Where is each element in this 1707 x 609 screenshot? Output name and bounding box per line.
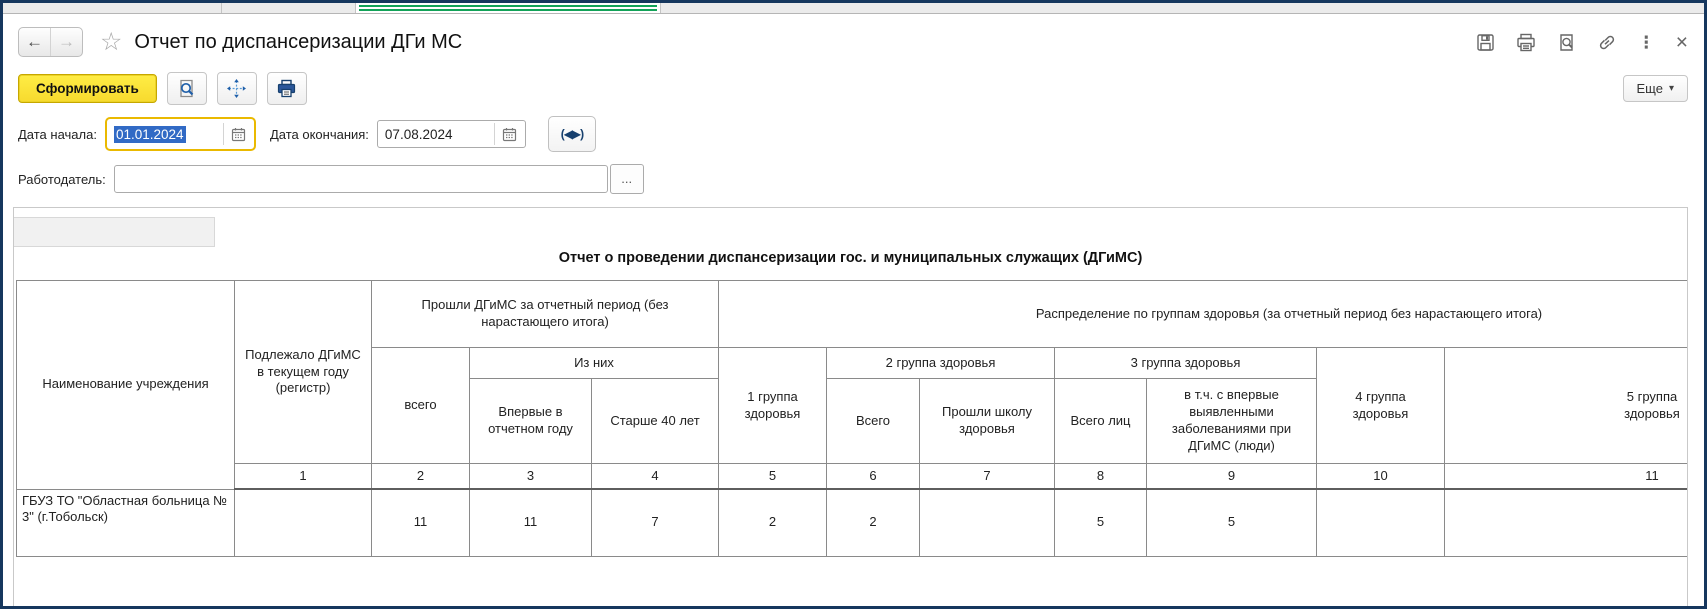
col-header-grp2-total: Всего <box>827 379 920 464</box>
employer-input[interactable] <box>114 165 608 193</box>
forward-button[interactable] <box>51 28 82 56</box>
report-toolbar <box>3 61 1704 105</box>
col-group-of-them: Из них <box>470 348 719 379</box>
col-header-grp3-new: в т.ч. с впервые выявленными заболеваниями при ДГиМС (люди) <box>1147 379 1317 464</box>
print-icon[interactable] <box>1516 33 1536 52</box>
generate-button[interactable]: Сформировать <box>18 74 157 103</box>
favorite-star-icon[interactable]: ☆ <box>100 27 123 56</box>
employer-filter-row <box>18 164 1688 194</box>
col-group-health: Распределение по группам здоровья (за отчетный период без нарастающего итога) <box>719 281 1689 348</box>
column-number-cell: 7 <box>920 464 1055 490</box>
col-header-over-40: Старше 40 лет <box>592 379 719 464</box>
org-name-cell: ГБУЗ ТО "Областная больница № 3" (г.Тобольск) <box>17 489 235 556</box>
data-cell <box>920 489 1055 556</box>
column-number-cell: 2 <box>372 464 470 490</box>
column-number-cell: 9 <box>1147 464 1317 490</box>
forward-icon: → <box>58 32 75 51</box>
col-group-grp2: 2 группа здоровья <box>827 348 1055 379</box>
employer-choose-button[interactable]: ... <box>610 164 644 194</box>
period-icon: (◀▶) <box>560 127 584 141</box>
col-header-first-time: Впервые в отчетном году <box>470 379 592 464</box>
window-action-icons <box>1476 32 1688 53</box>
data-cell: 7 <box>592 489 719 556</box>
browser-tab-strip <box>3 3 1704 14</box>
col-header-org: Наименование учреждения <box>17 281 235 490</box>
back-button[interactable] <box>19 28 51 56</box>
col-header-grp5: 5 группа здоровья <box>1445 348 1689 464</box>
date-end-value: 07.08.2024 <box>384 126 453 142</box>
col-header-grp3-total: Всего лиц <box>1055 379 1147 464</box>
chevron-down-icon: ▾ <box>1668 83 1674 94</box>
col-header-total: всего <box>372 348 470 464</box>
date-end-input[interactable] <box>377 120 526 148</box>
column-number-cell: 11 <box>1445 464 1689 490</box>
preview-icon[interactable] <box>1557 33 1576 52</box>
more-menu-label: Еще <box>1636 81 1663 96</box>
data-cell: 5 <box>1147 489 1317 556</box>
data-cell: 5 <box>1055 489 1147 556</box>
move-crosshair-icon <box>226 78 247 99</box>
column-number-cell: 5 <box>719 464 827 490</box>
more-actions-icon[interactable]: ⋮ <box>1637 32 1655 52</box>
fit-settings-button[interactable] <box>217 72 257 105</box>
title-bar <box>3 14 1704 61</box>
close-icon[interactable]: × <box>1675 30 1688 54</box>
column-number-cell: 8 <box>1055 464 1147 490</box>
filter-panel <box>3 105 1704 194</box>
page-title: Отчет по диспансеризации ДГи МС <box>134 30 463 53</box>
print-preview-icon <box>176 78 197 99</box>
data-cell <box>1317 489 1445 556</box>
print-button[interactable] <box>267 72 307 105</box>
get-link-icon[interactable] <box>1597 33 1617 52</box>
column-number-cell: 1 <box>235 464 372 490</box>
report-title: Отчет о проведении диспансеризации гос. и муниципальных служащих (ДГиМС) <box>558 250 1143 266</box>
active-tab-indicator <box>355 3 661 13</box>
date-start-input[interactable] <box>105 117 256 151</box>
column-number-cell: 4 <box>592 464 719 490</box>
select-period-button[interactable] <box>548 116 596 152</box>
data-cell: 11 <box>372 489 470 556</box>
col-header-grp2-school: Прошли школу здоровья <box>920 379 1055 464</box>
col-header-grp4: 4 группа здоровья <box>1317 348 1445 464</box>
back-icon: ← <box>26 32 43 51</box>
print-preview-button[interactable] <box>167 72 207 105</box>
date-filter-row <box>18 116 1688 152</box>
data-cell <box>1445 489 1689 556</box>
more-menu-button[interactable] <box>1623 75 1688 102</box>
column-number-cell: 3 <box>470 464 592 490</box>
date-start-value: 01.01.2024 <box>115 126 184 142</box>
table-row <box>17 489 1689 556</box>
date-end-label: Дата окончания: <box>269 126 369 142</box>
data-cell <box>235 489 372 556</box>
column-number-cell: 10 <box>1317 464 1445 490</box>
history-nav-group <box>18 27 83 57</box>
report-document-area <box>13 207 1688 609</box>
column-number-cell: 6 <box>827 464 920 490</box>
tab-divider <box>221 3 222 13</box>
employer-label: Работодатель: <box>18 171 106 187</box>
data-cell: 11 <box>470 489 592 556</box>
calendar-icon[interactable] <box>224 127 254 142</box>
printer-icon <box>276 79 297 99</box>
calendar-icon[interactable] <box>495 127 525 142</box>
spreadsheet-corner-cell <box>14 217 215 247</box>
data-cell: 2 <box>827 489 920 556</box>
col-group-passed: Прошли ДГиМС за отчетный период (без нарастающего итога) <box>372 281 719 348</box>
column-numbers-row <box>17 464 1689 490</box>
date-start-label: Дата начала: <box>18 126 97 142</box>
col-header-subject: Подлежало ДГиМС в текущем году (регистр) <box>235 281 372 464</box>
save-icon[interactable] <box>1476 33 1495 52</box>
col-group-grp3: 3 группа здоровья <box>1055 348 1317 379</box>
col-header-grp1: 1 группа здоровья <box>719 348 827 464</box>
data-cell: 2 <box>719 489 827 556</box>
report-table <box>16 280 1688 557</box>
